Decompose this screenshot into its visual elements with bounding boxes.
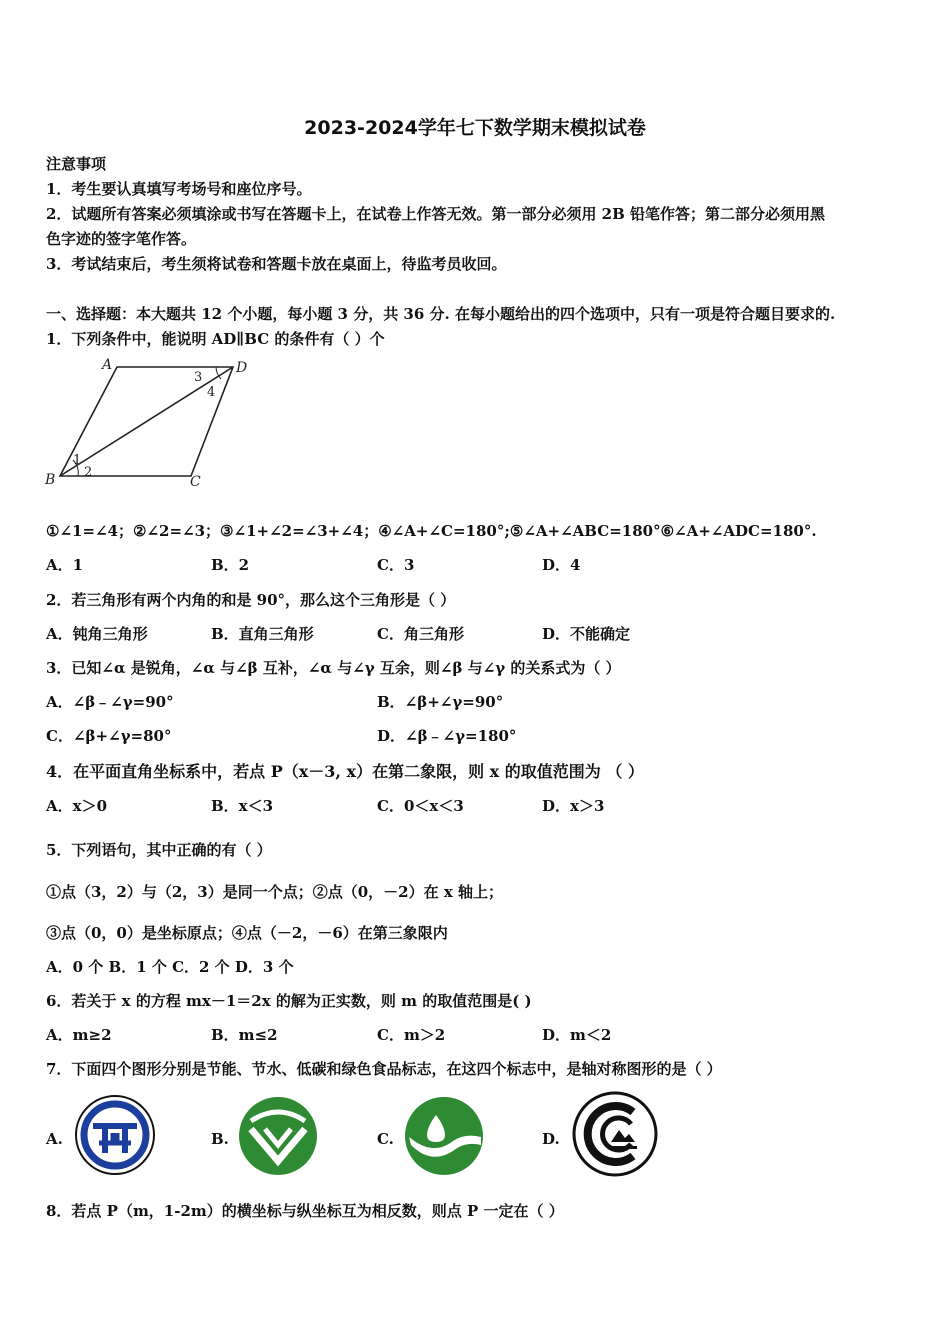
angle-label-1: 1 (73, 453, 82, 468)
water-saving-logo-icon[interactable] (237, 1095, 319, 1177)
question-7-option-b[interactable]: B. (211, 1130, 229, 1148)
angle-label-3: 3 (194, 370, 203, 385)
question-1-option-c[interactable]: C．3 (377, 556, 415, 574)
question-1-conditions: ①∠1=∠4；②∠2=∠3；③∠1+∠2=∠3+∠4；④∠A+∠C=180°;⑤∠A+∠ABC=180°⑥∠A+∠ADC=180°. (46, 522, 817, 540)
question-4-option-c[interactable]: C．0＜x＜3 (377, 797, 464, 815)
energy-saving-logo-icon[interactable] (73, 1093, 157, 1177)
question-5-statement-2: ③点（0，0）是坐标原点；④点（－2，－6）在第三象限内 (46, 924, 448, 942)
question-1-option-d[interactable]: D．4 (542, 556, 581, 574)
notice-item-2: 2．试题所有答案必须填涂或书写在答题卡上，在试卷上作答无效。第一部分必须用 2B 铅笔作答；第二部分必须用黑 (46, 205, 826, 223)
question-2-option-a[interactable]: A．钝角三角形 (46, 625, 148, 643)
question-2-option-b[interactable]: B．直角三角形 (211, 625, 314, 643)
question-4-option-b[interactable]: B．x＜3 (211, 797, 274, 815)
question-5-stem: 5．下列语句，其中正确的有（ ） (46, 841, 272, 859)
question-5-options[interactable]: A．0 个 B．1 个 C．2 个 D．3 个 (46, 958, 294, 976)
angle-label-4: 4 (207, 385, 216, 400)
section-heading: 一、选择题：本大题共 12 个小题，每小题 3 分，共 36 分. 在每小题给出的四个选项中，只有一项是符合题目要求的. (46, 305, 836, 323)
question-3-option-d[interactable]: D．∠β﹣∠γ=180° (377, 727, 517, 745)
question-6-option-b[interactable]: B．m≤2 (211, 1026, 278, 1044)
question-1-option-a[interactable]: A．1 (46, 556, 84, 574)
question-4-option-d[interactable]: D．x＞3 (542, 797, 605, 815)
vertex-label-a: A (102, 357, 113, 373)
question-2-option-c[interactable]: C．角三角形 (377, 625, 464, 643)
question-7-option-a[interactable]: A. (46, 1130, 63, 1148)
question-3-option-b[interactable]: B．∠β+∠γ=90° (377, 693, 504, 711)
question-3-stem: 3．已知∠α 是锐角，∠α 与∠β 互补，∠α 与∠γ 互余，则∠β 与∠γ 的关系式为（ ） (46, 659, 621, 677)
question-7-option-c[interactable]: C. (377, 1130, 394, 1148)
question-7-option-d[interactable]: D. (542, 1130, 560, 1148)
question-7-stem: 7．下面四个图形分别是节能、节水、低碳和绿色食品标志，在这四个标志中，是轴对称图形的是（ ） (46, 1060, 722, 1078)
question-1-stem: 1．下列条件中，能说明 AD∥BC 的条件有（ ）个 (46, 330, 385, 348)
question-6-option-c[interactable]: C．m＞2 (377, 1026, 446, 1044)
question-4-option-a[interactable]: A．x＞0 (46, 797, 108, 815)
question-6-option-d[interactable]: D．m＜2 (542, 1026, 612, 1044)
angle-label-2: 2 (84, 465, 93, 480)
vertex-label-b: B (45, 472, 56, 488)
question-2-stem: 2．若三角形有两个内角的和是 90°，那么这个三角形是（ ） (46, 591, 456, 609)
parallelogram-figure (40, 352, 260, 492)
vertex-label-c: C (190, 474, 201, 490)
notice-item-2-cont: 色字迹的签字笔作答。 (46, 230, 197, 248)
diagonal-bd (60, 367, 233, 476)
notice-item-3: 3．考试结束后，考生须将试卷和答题卡放在桌面上，待监考员收回。 (46, 255, 507, 273)
question-6-stem: 6．若关于 x 的方程 mx－1＝2x 的解为正实数，则 m 的取值范围是( ) (46, 992, 532, 1010)
question-3-option-a[interactable]: A．∠β﹣∠γ=90° (46, 693, 174, 711)
question-1-option-b[interactable]: B．2 (211, 556, 250, 574)
page-title: 2023-2024学年七下数学期末模拟试卷 (304, 117, 646, 139)
question-8-stem: 8．若点 P（m，1-2m）的横坐标与纵坐标互为相反数，则点 P 一定在（ ） (46, 1202, 564, 1220)
question-6-option-a[interactable]: A．m≥2 (46, 1026, 112, 1044)
notice-item-1: 1．考生要认真填写考场号和座位序号。 (46, 180, 312, 198)
low-carbon-logo-icon[interactable] (403, 1095, 485, 1177)
notice-heading: 注意事项 (46, 155, 107, 173)
vertex-label-d: D (236, 360, 248, 376)
question-5-statement-1: ①点（3，2）与（2，3）是同一个点；②点（0，－2）在 x 轴上； (46, 883, 504, 901)
question-3-option-c[interactable]: C．∠β+∠γ=80° (46, 727, 172, 745)
green-food-logo-icon[interactable] (571, 1090, 659, 1178)
question-4-stem: 4．在平面直角坐标系中，若点 P（x－3, x）在第二象限，则 x 的取值范围为 （ ） (46, 762, 644, 781)
question-2-option-d[interactable]: D．不能确定 (542, 625, 631, 643)
